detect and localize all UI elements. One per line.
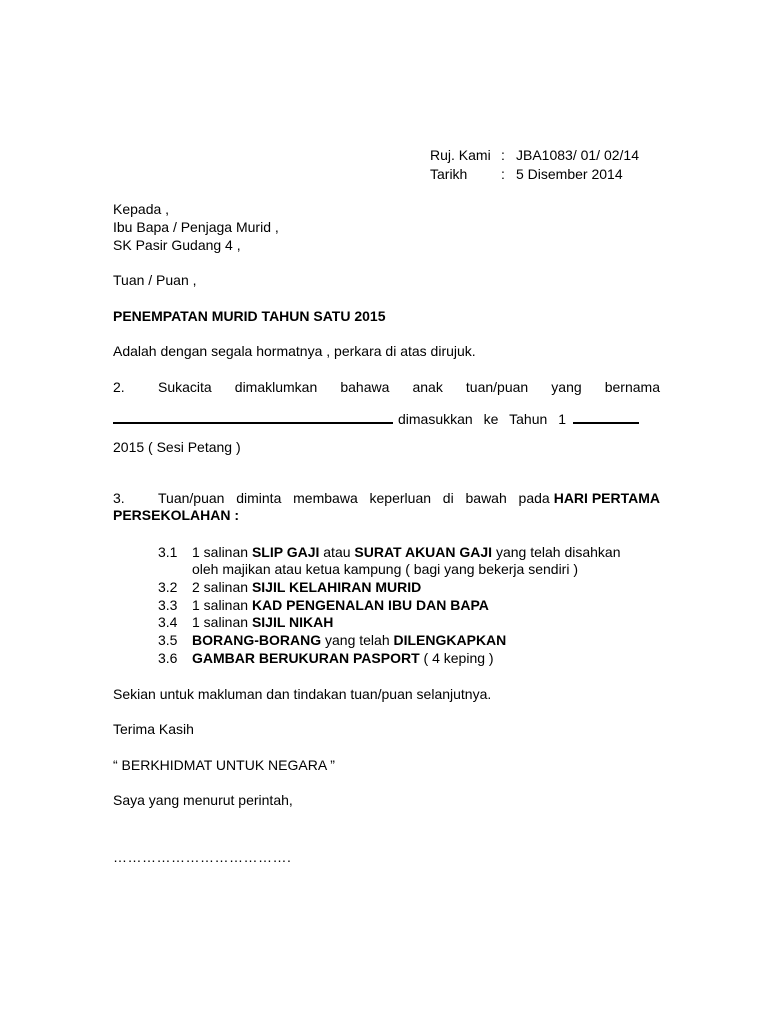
list-item-bold-text: GAMBAR BERUKURAN PASPORT (192, 650, 420, 666)
list-item-text: ( 4 keping ) (419, 650, 494, 666)
list-item-number: 3.3 (158, 597, 178, 613)
para2-line2 (113, 411, 393, 428)
list-item-number: 3.4 (158, 614, 178, 630)
list-item-text: atau (319, 544, 355, 560)
list-item (192, 614, 333, 631)
sign-off: Saya yang menurut perintah, (113, 792, 293, 808)
list-item-bold-text: SIJIL KELAHIRAN MURID (251, 579, 422, 595)
list-item-number: 3.6 (158, 650, 178, 666)
list-item-text: 1 salinan (192, 544, 252, 560)
recipient-line-1: Kepada , (113, 201, 170, 217)
para2-middle: dimasukkan ke Tahun 1 (398, 411, 566, 427)
recipient-line-3: SK Pasir Gudang 4 , (113, 237, 241, 253)
opening-paragraph: Adalah dengan segala hormatnya , perkara di atas dirujuk. (113, 343, 476, 359)
list-item-number: 3.1 (158, 544, 178, 560)
motto: “ BERKHIDMAT UNTUK NEGARA ” (113, 757, 335, 773)
tarikh-colon: : (501, 166, 505, 182)
list-item (192, 597, 489, 614)
name-blank (113, 421, 393, 424)
signature-dots: ………………………………. (113, 849, 292, 865)
list-item-bold-text: KAD PENGENALAN IBU DAN BAPA (251, 597, 489, 613)
list-item-bold-text: SURAT AKUAN GAJI (354, 544, 493, 560)
list-item-bold-text: BORANG-BORANG (192, 632, 322, 648)
list-item-bold-text: SLIP GAJI (251, 544, 320, 560)
para3-bold-line2: PERSEKOLAHAN : (113, 507, 240, 523)
list-item-number: 3.2 (158, 579, 178, 595)
recipient-line-2: Ibu Bapa / Penjaga Murid , (113, 219, 279, 235)
list-item-text: 2 salinan (192, 579, 252, 595)
closing-text: Sekian untuk makluman dan tindakan tuan/puan selanjutnya. (113, 686, 492, 702)
class-blank-wrap (573, 411, 639, 428)
list-item-text: 1 salinan (192, 614, 252, 630)
list-item-bold-text: SIJIL NIKAH (251, 614, 334, 630)
ruj-label: Ruj. Kami (430, 147, 491, 163)
list-item (192, 579, 421, 596)
tarikh-label: Tarikh (430, 166, 468, 182)
class-blank (573, 421, 639, 424)
subject-heading: PENEMPATAN MURID TAHUN SATU 2015 (113, 308, 386, 324)
para3-line1 (158, 490, 660, 507)
list-item-text: yang telah (321, 632, 394, 648)
para2-closing: 2015 ( Sesi Petang ) (113, 439, 241, 455)
para3-bold-inline: HARI PERTAMA (553, 490, 660, 506)
list-item-number: 3.5 (158, 632, 178, 648)
para3-text: Tuan/puan diminta membawa keperluan di bawah pada (158, 490, 550, 506)
tarikh-value: 5 Disember 2014 (516, 166, 623, 182)
list-item-continuation: oleh majikan atau ketua kampung ( bagi yang bekerja sendiri ) (192, 561, 579, 577)
thanks: Terima Kasih (113, 721, 194, 737)
list-item-bold-text: DILENGKAPKAN (393, 632, 507, 648)
para2-text: Sukacita dimaklumkan bahawa anak tuan/puan yang bernama (158, 379, 660, 395)
para2-number: 2. (113, 379, 125, 395)
salutation: Tuan / Puan , (113, 272, 197, 288)
ruj-colon: : (501, 147, 505, 163)
list-item (192, 544, 621, 561)
list-item-text: 1 salinan (192, 597, 252, 613)
ruj-value: JBA1083/ 01/ 02/14 (516, 147, 639, 163)
list-item (192, 650, 494, 667)
para3-number: 3. (113, 490, 125, 506)
list-item-text: yang telah disahkan (492, 544, 621, 560)
list-item (192, 632, 506, 649)
